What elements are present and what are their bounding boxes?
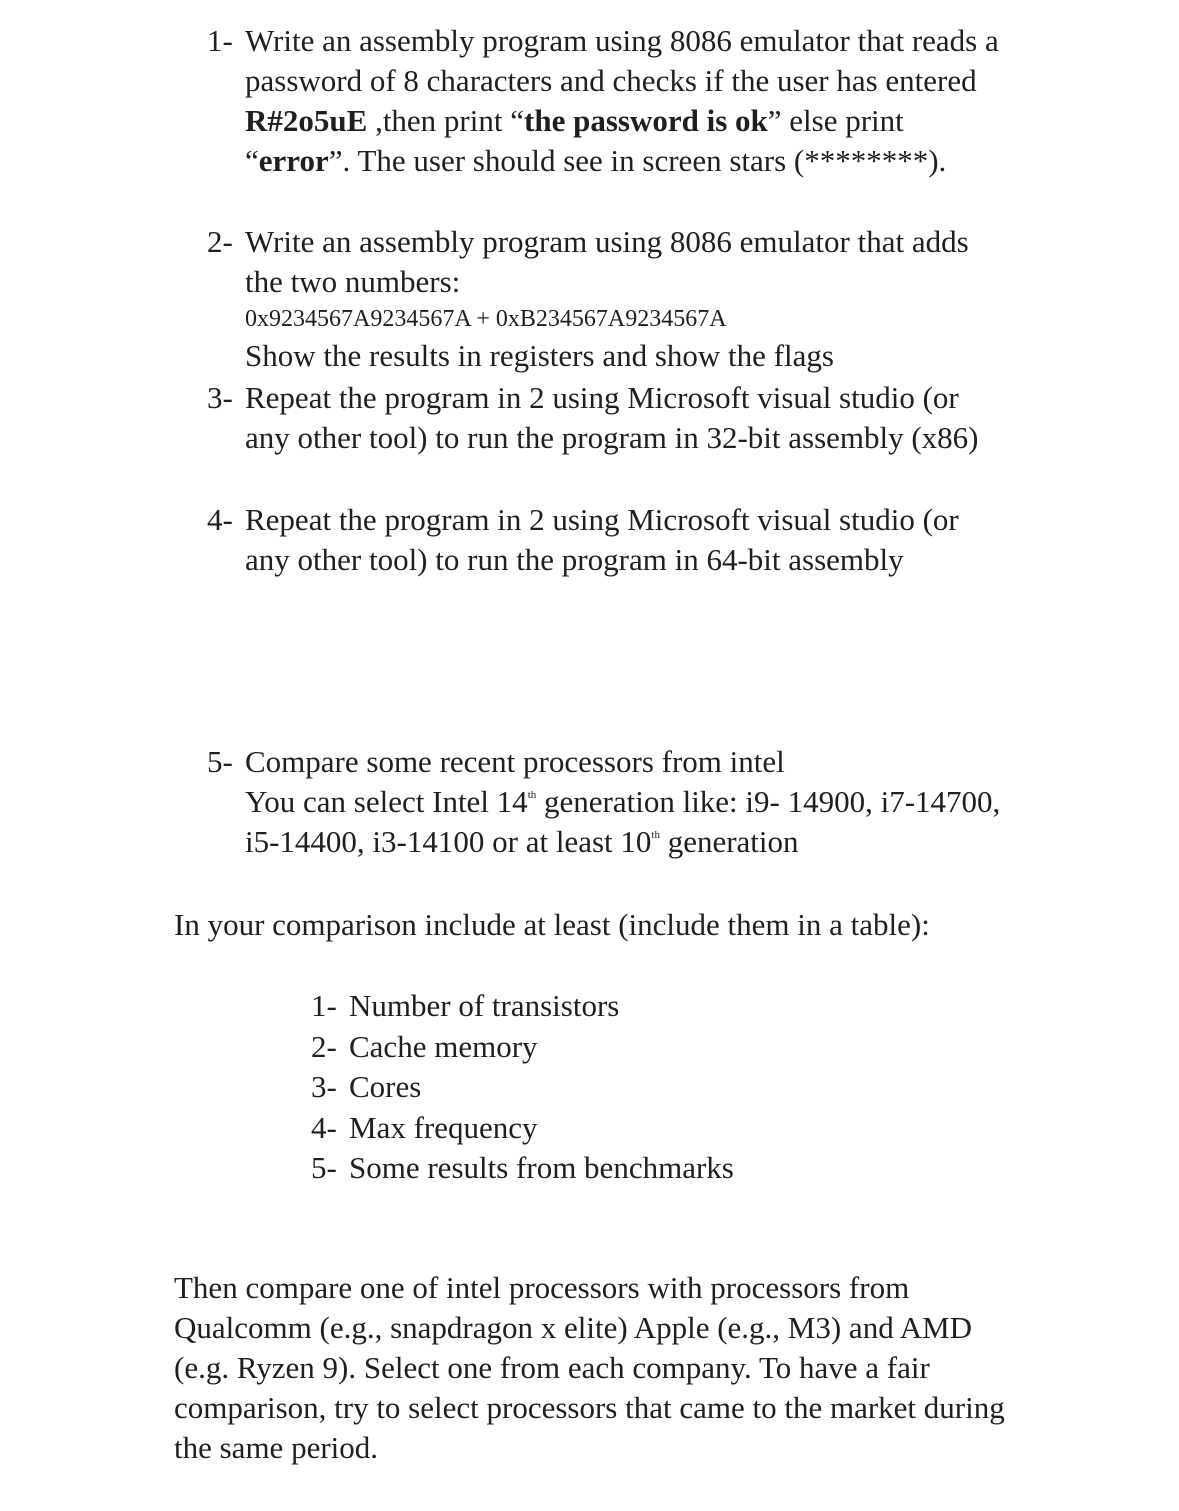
list-item — [311, 1148, 911, 1189]
task-text: generation like: i9- 14900, i7-14700, i5-14400, i3-14100 or at least 10 — [245, 784, 1001, 859]
task-text: Repeat the program in 2 using Microsoft visual studio (or any other tool) to run the program in 32-bit assembly (x86) — [245, 380, 979, 455]
task-text: generation — [659, 824, 799, 859]
task-text — [245, 222, 1007, 376]
task-text-part: ” else print “ — [245, 103, 904, 178]
task-text — [245, 742, 1007, 862]
item-number: 4- — [311, 1109, 337, 1145]
task-text: Write an assembly program using 8086 emulator that adds the two numbers: — [245, 224, 969, 299]
task-number: 5- — [207, 744, 233, 779]
password-value: R#2o5uE — [245, 103, 368, 138]
list-item — [311, 1027, 911, 1068]
task-number: 4- — [207, 502, 233, 537]
ordinal-suffix: th — [527, 789, 537, 801]
task-text-part: ”. The user should see in screen stars (********). — [328, 143, 947, 178]
item-number: 1- — [311, 988, 337, 1023]
task-1 — [207, 21, 1007, 181]
task-2 — [207, 222, 1007, 376]
list-item — [311, 1108, 911, 1149]
item-label: Max frequency — [349, 1109, 538, 1145]
task-text — [245, 21, 1007, 181]
task-4 — [207, 500, 1007, 580]
item-label: Some results from benchmarks — [349, 1150, 734, 1185]
item-number: 3- — [311, 1069, 337, 1104]
task-number: 3- — [207, 380, 233, 415]
task-text: You can select Intel 14 — [245, 784, 528, 819]
task-number: 2- — [207, 224, 233, 259]
requirements-list — [311, 986, 911, 1189]
task-number: 1- — [207, 23, 233, 58]
final-paragraph: Then compare one of intel processors with processors from Qualcomm (e.g., snapdragon x elite) Apple (e.g., M3) and AMD (e.g. Ryzen 9). Select one from each company. To have a fair comparison, try to select processors that came to the market during the same period. — [174, 1270, 1005, 1465]
task-text: Show the results in registers and show the flags — [245, 338, 834, 373]
error-message: error — [258, 143, 329, 178]
task-text-part: ,then print “ — [367, 103, 524, 138]
item-number: 5- — [311, 1150, 337, 1185]
success-message: the password is ok — [524, 103, 768, 138]
list-item — [311, 1067, 911, 1108]
task-text: Repeat the program in 2 using Microsoft visual studio (or any other tool) to run the program in 64-bit assembly — [245, 502, 959, 577]
list-item — [311, 986, 911, 1027]
task-text: Compare some recent processors from intel — [245, 744, 785, 779]
item-label: Cache memory — [349, 1028, 538, 1064]
task-5 — [207, 742, 1007, 862]
hex-numbers: 0x9234567A9234567A + 0xB234567A9234567A — [245, 306, 727, 332]
item-label: Number of transistors — [349, 988, 620, 1023]
task-3 — [207, 378, 1007, 458]
item-label: Cores — [349, 1069, 422, 1104]
task-text-part: Write an assembly program using 8086 emulator that reads a password of 8 characters and checks if the user has entered — [245, 23, 999, 98]
ordinal-suffix: th — [651, 829, 660, 841]
comparison-intro: In your comparison include at least (include them in a table): — [174, 907, 930, 942]
item-number: 2- — [311, 1028, 337, 1064]
